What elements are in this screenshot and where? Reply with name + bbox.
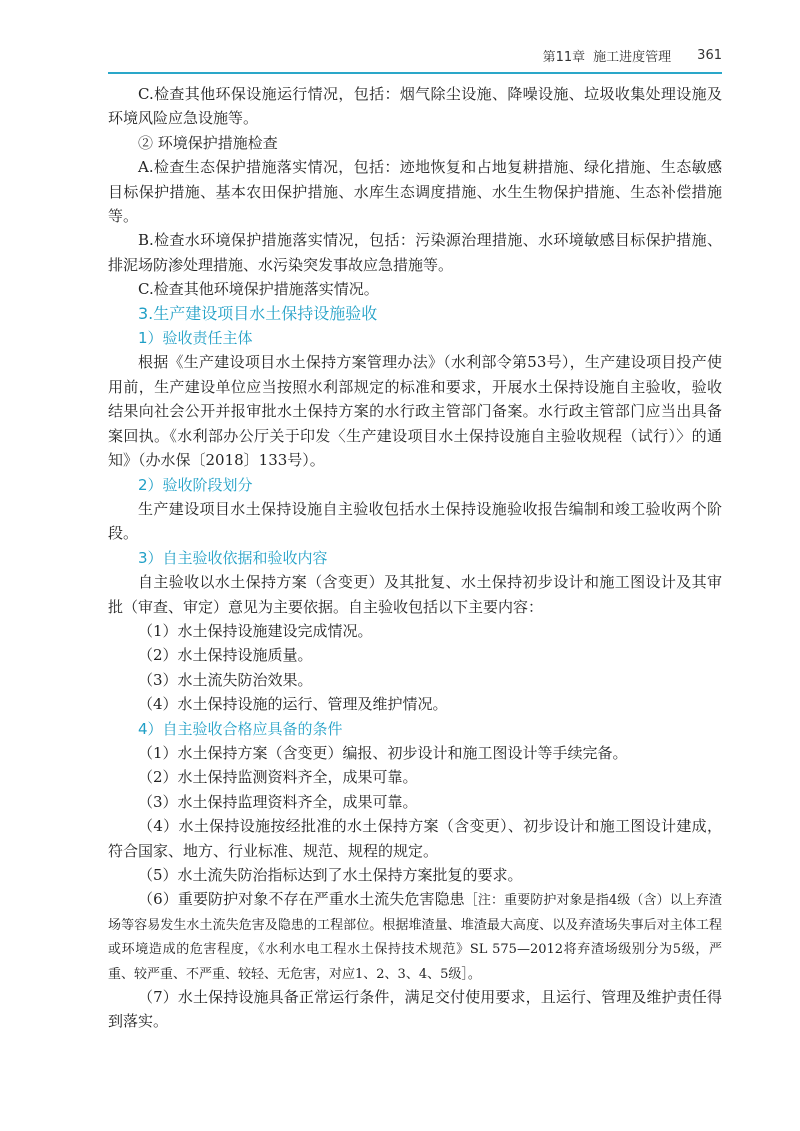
body-text: [108, 82, 722, 1034]
section-heading: 3.生产建设项目水土保持设施验收: [138, 303, 378, 323]
paragraph: ② 环境保护措施检查: [138, 133, 278, 152]
header-rule: [108, 72, 722, 74]
list-item: （5）水土流失防治指标达到了水土保持方案批复的要求。: [138, 866, 523, 884]
paragraph: C.检查其他环保设施运行情况，包括：烟气除尘设施、降噪设施、垃圾收集处理设施及环境风险应急设施等。: [108, 85, 722, 128]
list-item: （3）水土流失防治效果。: [138, 670, 313, 689]
list-item: （1）水土保持方案（含变更）编报、初步设计和施工图设计等手续完备。: [138, 743, 628, 762]
footnote-note: ［注：重要防护对象是指4级（含）以上弃渣场等容易发生水土流失危害及隐患的工程部位。根据堆渣量、堆渣最大高度、以及弃渣场失事后对主体工程或环境造成的危害程度，《水利水电工程水土保持技术规范》SL 575—2012将弃渣场级别分为5级，严重、较严重、不严重、较轻、无危害，对应1、2、3、4、5级］。: [108, 893, 723, 982]
paragraph: C.检查其他环境保护措施落实情况。: [138, 280, 379, 299]
list-item: （7）水土保持设施具备正常运行条件，满足交付使用要求，且运行、管理及维护责任得到落实。: [108, 988, 722, 1031]
list-item: （3）水土保持监理资料齐全，成果可靠。: [138, 792, 418, 811]
paragraph: 生产建设项目水土保持设施自主验收包括水土保持设施验收报告编制和竣工验收两个阶段。: [108, 499, 722, 543]
list-item: （2）水土保持设施质量。: [138, 646, 313, 665]
chapter-title: 施工进度管理: [593, 49, 672, 65]
chapter-number: 第11章: [542, 49, 586, 65]
subsection-heading: 1）验收责任主体: [138, 329, 253, 348]
list-item: （1）水土保持设施建设完成情况。: [138, 621, 373, 640]
list-item: （4）水土保持设施的运行、管理及维护情况。: [138, 695, 448, 714]
paragraph: B.检查水环境保护措施落实情况，包括：污染源治理措施、水环境敏感目标保护措施、排泥场防渗处理措施、水污染突发事故应急措施等。: [108, 231, 722, 274]
subsection-heading: 2）验收阶段划分: [138, 475, 253, 494]
list-item: [108, 887, 722, 985]
subsection-heading: 3）自主验收依据和验收内容: [138, 548, 328, 567]
subsection-heading: 4）自主验收合格应具备的条件: [138, 719, 343, 738]
page-number: 361: [697, 47, 722, 63]
paragraph: 自主验收以水土保持方案（含变更）及其批复、水土保持初步设计和施工图设计及其审批（审查、审定）意见为主要依据。自主验收包括以下主要内容：: [108, 573, 722, 616]
paragraph: 根据《生产建设项目水土保持方案管理办法》（水利部令第53号），生产建设项目投产使用前，生产建设单位应当按照水利部规定的标准和要求，开展水土保持设施自主验收，验收结果向社会公开并报审批水土保持方案的水行政主管部门备案。水行政主管部门应当出具备案回执。《水利部办公厅关于印发〈生产建设项目水土保持设施自主验收规程（试行）〉的通知》（办水保〔2018〕133号）。: [108, 353, 722, 470]
paragraph: A.检查生态保护措施落实情况，包括：迹地恢复和占地复耕措施、绿化措施、生态敏感目标保护措施、基本农田保护措施、水库生态调度措施、水生生物保护措施、生态补偿措施等。: [108, 158, 722, 226]
list-item: （4）水土保持设施按经批准的水土保持方案（含变更）、初步设计和施工图设计建成，符合国家、地方、行业标准、规范、规程的规定。: [108, 817, 722, 860]
list-item: （2）水土保持监测资料齐全，成果可靠。: [138, 768, 418, 787]
running-header: [108, 40, 722, 70]
list-item-text: （6）重要防护对象不存在严重水土流失危害隐患: [138, 890, 465, 909]
